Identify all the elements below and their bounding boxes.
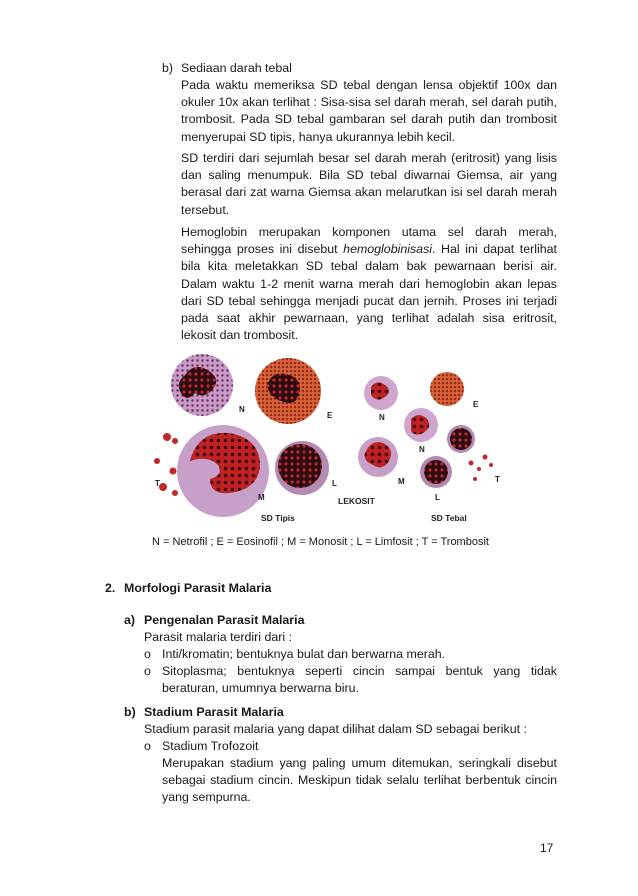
- subsection-a-intro: Parasit malaria terdiri dari :: [144, 630, 293, 644]
- caption-sd-tipis: SD Tipis: [261, 513, 295, 523]
- section-b-marker: b): [162, 61, 174, 75]
- section-b-title: Sediaan darah tebal: [181, 61, 292, 75]
- label-n-thick-1: N: [379, 413, 385, 422]
- term-hemoglobinisasi: hemoglobinisasi: [343, 242, 433, 257]
- subsection-b-marker: b): [124, 705, 136, 719]
- label-l-thick: L: [435, 493, 440, 502]
- page-number: 17: [540, 841, 554, 855]
- subsection-a-marker: a): [124, 613, 136, 627]
- bullet-inti: Inti/kromatin; bentuknya bulat dan berwarna merah.: [162, 647, 446, 661]
- label-l-thin: L: [332, 479, 337, 488]
- neutrophil-cell-thick-1: [364, 376, 398, 410]
- label-t-thin: T: [155, 479, 160, 488]
- label-e-thick: E: [473, 400, 479, 409]
- bullet-trofozoit-title: Stadium Trofozoit: [162, 739, 259, 753]
- paragraph-1: Pada waktu memeriksa SD tebal dengan lensa objektif 100x dan okuler 10x akan terlihat : Sisa-sisa sel darah merah, sel darah putih, trombosit. Pada SD tebal gambaran sel darah putih dan trombosit menyerupai SD tipis, hanya ukurannya lebih kecil.: [181, 78, 557, 144]
- paragraph-3: Hemoglobin merupakan komponen utama sel darah merah, sehingga proses ini disebut hemoglobinisasi. Hal ini dapat terlihat bila kita meletakkan SD tebal dalam bak pewarnaan berisi air. Dalam waktu 1-2 menit warna merah dari hemoglobin akan lepas dari SD tebal sehingga menjadi pucat dan jernih. Proses ini terjadi pada saat akhir pewarnaan, yang terlihat adalah sisa eritrosit, lekosit dan trombosit.: [181, 225, 557, 343]
- lymphocyte-cell-thick-2: [420, 456, 452, 488]
- label-t-thick: T: [495, 475, 500, 484]
- eosinophil-cell-thick: [430, 372, 464, 406]
- lymphocyte-cell-thick-1: [447, 425, 475, 453]
- neutrophil-cell-thick-2: [404, 408, 438, 442]
- leukocyte-illustration: [145, 353, 511, 523]
- label-n-thick-2: N: [419, 445, 425, 454]
- figure-legend: N = Netrofil ; E = Eosinofil ; M = Monosit ; L = Limfosit ; T = Trombosit: [152, 536, 489, 548]
- neutrophil-cell-thin: [171, 354, 233, 416]
- label-n-thin: N: [239, 405, 245, 414]
- label-m-thick: M: [398, 477, 405, 486]
- label-m-thin: M: [258, 493, 265, 502]
- platelets-thick: [469, 455, 494, 482]
- subsection-a-title: Pengenalan Parasit Malaria: [144, 613, 305, 627]
- caption-lekosit: LEKOSIT: [338, 496, 375, 506]
- monocyte-cell-thick: [358, 437, 398, 477]
- lymphocyte-cell-thin: [275, 441, 329, 495]
- subsection-b-intro: Stadium parasit malaria yang dapat dilihat dalam SD sebagai berikut :: [144, 722, 527, 736]
- eosinophil-cell-thin: [255, 358, 321, 424]
- blood-smear-figure: [145, 353, 511, 523]
- bullet-marker: o: [144, 664, 151, 678]
- section-2-title: Morfologi Parasit Malaria: [124, 581, 272, 595]
- section-2-number: 2.: [105, 581, 116, 595]
- paragraph-2: SD terdiri dari sejumlah besar sel darah merah (eritrosit) yang lisis dan saling menumpuk. Bila SD tebal diwarnai Giemsa, air yang berasal dari zat warna Giemsa akan melarutkan isi sel darah merah tersebut.: [181, 151, 557, 217]
- bullet-marker: o: [144, 647, 151, 661]
- caption-sd-tebal: SD Tebal: [431, 513, 467, 523]
- bullet-sitoplasma: Sitoplasma; bentuknya seperti cincin sampai bentuk yang tidak beraturan, umumnya berwarna biru.: [162, 664, 557, 696]
- label-e-thin: E: [327, 411, 333, 420]
- monocyte-cell-thin: [177, 425, 269, 517]
- bullet-trofozoit-text: Merupakan stadium yang paling umum ditemukan, seringkali disebut sebagai stadium cincin. Meskipun tidak selalu terlihat berbentuk cincin yang sempurna.: [162, 756, 557, 805]
- subsection-b-title: Stadium Parasit Malaria: [144, 705, 284, 719]
- bullet-marker: o: [144, 739, 151, 753]
